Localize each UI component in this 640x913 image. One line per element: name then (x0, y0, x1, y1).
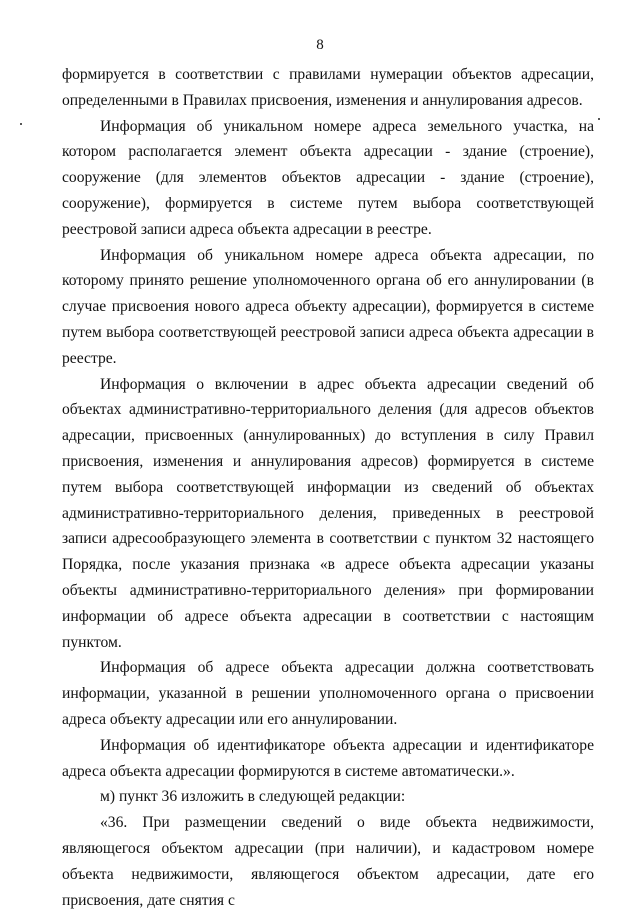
paragraph-address-conformity: Информация об адресе объекта адресации должна соответствовать информации, указанной в решении уполномоченного органа о присвоении адреса объекту адресации или его аннулировании. (62, 659, 594, 728)
paragraph-continuation: формируется в соответствии с правилами нумерации объектов адресации, определенными в Правилах присвоения, изменения и аннулирования адресов. (62, 66, 594, 109)
paragraph-clause-m: м) пункт 36 изложить в следующей редакции: (100, 788, 406, 806)
scan-speck (598, 118, 600, 120)
paragraph-administrative-division: Информация о включении в адрес объекта адресации сведений об объектах административно-территориального деления (для адресов объектов адресации, присвоенных (аннулированных) до вступления в силу Правил присвоения, изменения и аннулирования адресов) формируется в системе путем выбора соответствующей информации из сведений об объектах административно-территориального деления, приведенных в реестровой записи адресообразующего элемента в соответствии с пунктом 32 настоящего Порядка, после указания признака «в адресе объекта адресации указаны объекты административно-территориального деления» при формировании информации об адресе объекта адресации в соответствии с настоящим пунктом. (62, 375, 594, 651)
paragraph-land-plot-address: Информация об уникальном номере адреса земельного участка, на котором располагается элемент объекта адресации - здание (строение), сооружение (для элементов объектов адресации - здание (строение), сооружение), формируется в системе путем выбора соответствующей реестровой записи адреса объекта адресации в реестре. (62, 117, 594, 238)
document-body (62, 62, 594, 913)
paragraph-annulled-address: Информация об уникальном номере адреса объекта адресации, по которому принято решение уполномоченного органа об его аннулировании (в случае присвоения нового адреса объекту адресации), формируется в системе путем выбора соответствующей реестровой записи адреса объекта адресации в реестре. (62, 246, 594, 367)
page-number: 8 (316, 37, 324, 53)
paragraph-identifiers: Информация об идентификаторе объекта адресации и идентификаторе адреса объекта адресации формируются в системе автоматически.». (62, 736, 594, 780)
paragraph-clause-36: «36. При размещении сведений о виде объекта недвижимости, являющегося объектом адресации (при наличии), и кадастровом номере объекта недвижимости, являющегося объектом адресации, дате его присвоения, дате снятия с (62, 814, 594, 909)
scan-speck (20, 123, 22, 125)
